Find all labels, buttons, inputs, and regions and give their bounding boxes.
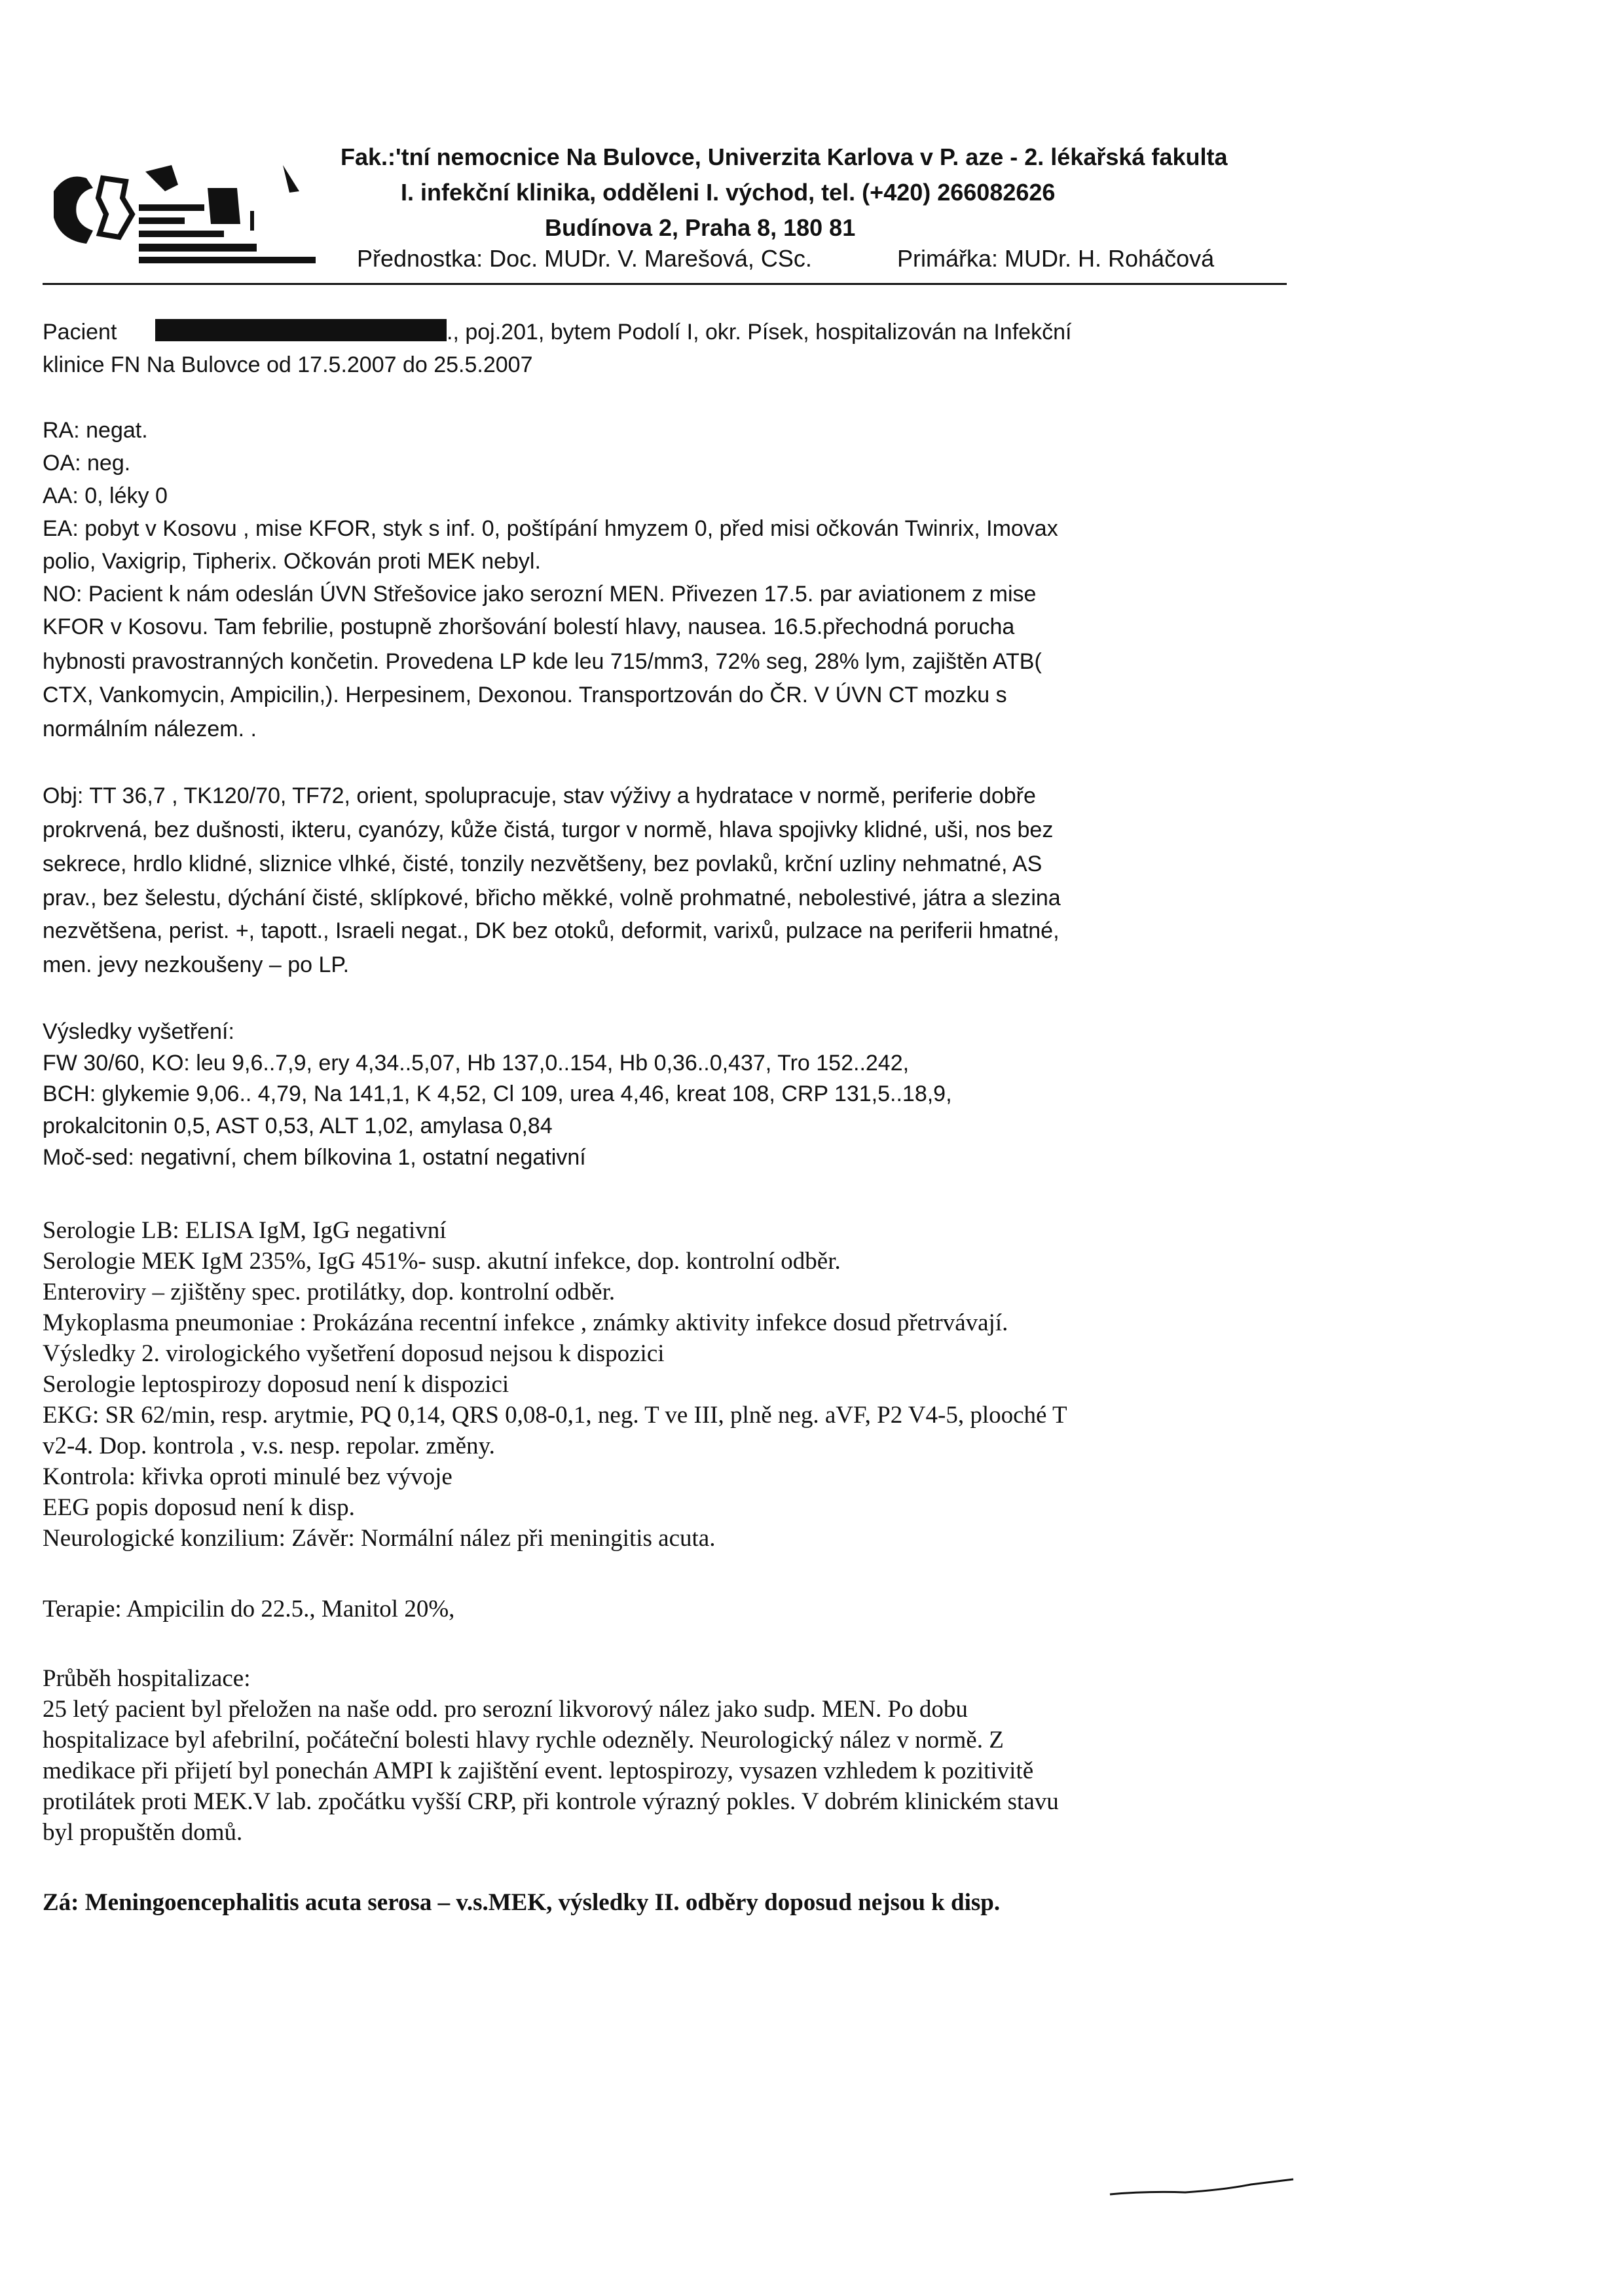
anamnesis-line: CTX, Vankomycin, Ampicilin,). Herpesinem, Dexonou. Transportzován do ČR. V ÚVN CT mozku s	[43, 683, 1007, 707]
exam-line: Obj: TT 36,7 , TK120/70, TF72, orient, spolupracuje, stav výživy a hydratace v normě, periferie dobře	[43, 783, 1036, 808]
head-of-clinic: Přednostka: Doc. MUDr. V. Marešová, CSc.	[357, 245, 812, 272]
hospitalization-dates: klinice FN Na Bulovce od 17.5.2007 do 25.5.2007	[43, 352, 533, 377]
anamnesis-line: KFOR v Kosovu. Tam febrilie, postupně zhoršování bolestí hlavy, nausea. 16.5.přechodná porucha	[43, 614, 1015, 639]
anamnesis-line: polio, Vaxigrip, Tipherix. Očkován proti MEK nebyl.	[43, 549, 541, 574]
course-line: hospitalizace byl afebrilní, počáteční bolesti hlavy rychle odezněly. Neurologický nález v normě. Z	[43, 1727, 1004, 1753]
serology-line: Výsledky 2. virologického vyšetření doposud nejsou k dispozici	[43, 1340, 665, 1367]
serology-line: Serologie LB: ELISA IgM, IgG negativní	[43, 1217, 447, 1244]
anamnesis-line: AA: 0, léky 0	[43, 483, 168, 508]
clinic-address: Budínova 2, Praha 8, 180 81	[545, 214, 856, 241]
course-line: byl propuštěn domů.	[43, 1819, 243, 1846]
hospital-logo	[41, 152, 322, 270]
results-line: Moč-sed: negativní, chem bílkovina 1, ostatní negativní	[43, 1145, 586, 1170]
course-heading: Průběh hospitalizace:	[43, 1665, 251, 1692]
header-divider	[43, 283, 1287, 285]
patient-label: Pacient	[43, 320, 117, 345]
results-line: FW 30/60, KO: leu 9,6..7,9, ery 4,34..5,07, Hb 137,0..154, Hb 0,36..0,437, Tro 152..242,	[43, 1051, 910, 1076]
chief-physician: Primářka: MUDr. H. Roháčová	[897, 245, 1215, 272]
redacted-name-bar	[155, 319, 447, 341]
exam-line: sekrece, hrdlo klidné, sliznice vlhké, čisté, tonzily nezvětšeny, bez povlaků, krční uzliny nehmatné, AS	[43, 852, 1043, 876]
exam-line: nezvětšena, perist. +, tapott., Israeli negat., DK bez otoků, deformit, varixů, pulzace na periferii hmatné,	[43, 918, 1060, 943]
exam-line: prokrvená, bez dušnosti, ikteru, cyanózy, kůže čistá, turgor v normě, hlava spojivky klidné, uši, nos bez	[43, 817, 1054, 842]
anamnesis-line: RA: negat.	[43, 418, 148, 443]
therapy: Terapie: Ampicilin do 22.5., Manitol 20%,	[43, 1596, 455, 1622]
anamnesis-line: normálním nálezem. .	[43, 717, 257, 741]
serology-line: Mykoplasma pneumoniae : Prokázána recentní infekce , známky aktivity infekce dosud přetrvávají.	[43, 1309, 1008, 1336]
serology-line: Kontrola: křivka oproti minulé bez vývoje	[43, 1463, 452, 1490]
serology-line: Neurologické konzilium: Závěr: Normální nález při meningitis acuta.	[43, 1525, 716, 1552]
course-line: 25 letý pacient byl přeložen na naše odd. pro serozní likvorový nález jako sudp. MEN. Po dobu	[43, 1696, 968, 1723]
clinic-name: I. infekční klinika, odděleni I. východ, tel. (+420) 266082626	[401, 179, 1056, 206]
patient-info: ., poj.201, bytem Podolí I, okr. Písek, hospitalizován na Infekční	[447, 320, 1072, 345]
anamnesis-line: EA: pobyt v Kosovu , mise KFOR, styk s inf. 0, poštípání hmyzem 0, před misi očkován Twinrix, Imovax	[43, 516, 1058, 541]
signature-mark	[1107, 2165, 1297, 2204]
anamnesis-line: hybnosti pravostranných končetin. Provedena LP kde leu 715/mm3, 72% seg, 28% lym, zajištěn ATB(	[43, 649, 1042, 674]
serology-line: Enteroviry – zjištěny spec. protilátky, dop. kontrolní odběr.	[43, 1279, 616, 1305]
exam-line: prav., bez šelestu, dýchání čisté, sklípkové, břicho měkké, volně prohmatné, nebolestivé, játra a slezina	[43, 886, 1061, 910]
results-line: prokalcitonin 0,5, AST 0,53, ALT 1,02, amylasa 0,84	[43, 1114, 553, 1138]
anamnesis-line: NO: Pacient k nám odeslán ÚVN Střešovice jako serozní MEN. Přivezen 17.5. par aviationem z mise	[43, 582, 1037, 607]
anamnesis-line: OA: neg.	[43, 451, 131, 476]
serology-line: Serologie MEK IgM 235%, IgG 451%- susp. akutní infekce, dop. kontrolní odběr.	[43, 1248, 841, 1275]
serology-line: EKG: SR 62/min, resp. arytmie, PQ 0,14, QRS 0,08-0,1, neg. T ve III, plně neg. aVF, P2 V4-5, plooché T	[43, 1402, 1067, 1429]
serology-line: EEG popis doposud není k disp.	[43, 1494, 355, 1521]
hospital-name: Fak.:'tní nemocnice Na Bulovce, Univerzita Karlova v P. aze - 2. lékařská fakulta	[341, 143, 1228, 170]
course-line: medikace při přijetí byl ponechán AMPI k zajištění event. leptospirozy, vysazen vzhledem k pozitivitě	[43, 1757, 1034, 1784]
results-heading: Výsledky vyšetření:	[43, 1019, 234, 1044]
serology-line: Serologie leptospirozy doposud není k dispozici	[43, 1371, 509, 1398]
serology-line: v2-4. Dop. kontrola , v.s. nesp. repolar. změny.	[43, 1433, 495, 1459]
course-line: protilátek proti MEK.V lab. zpočátku vyšší CRP, při kontrole výrazný pokles. V dobrém klinickém stavu	[43, 1788, 1059, 1815]
exam-line: men. jevy nezkoušeny – po LP.	[43, 952, 350, 977]
results-line: BCH: glykemie 9,06.. 4,79, Na 141,1, K 4,52, Cl 109, urea 4,46, kreat 108, CRP 131,5..18,9,	[43, 1081, 952, 1106]
conclusion: Zá: Meningoencephalitis acuta serosa – v.s.MEK, výsledky II. odběry doposud nejsou k disp.	[43, 1889, 1001, 1916]
